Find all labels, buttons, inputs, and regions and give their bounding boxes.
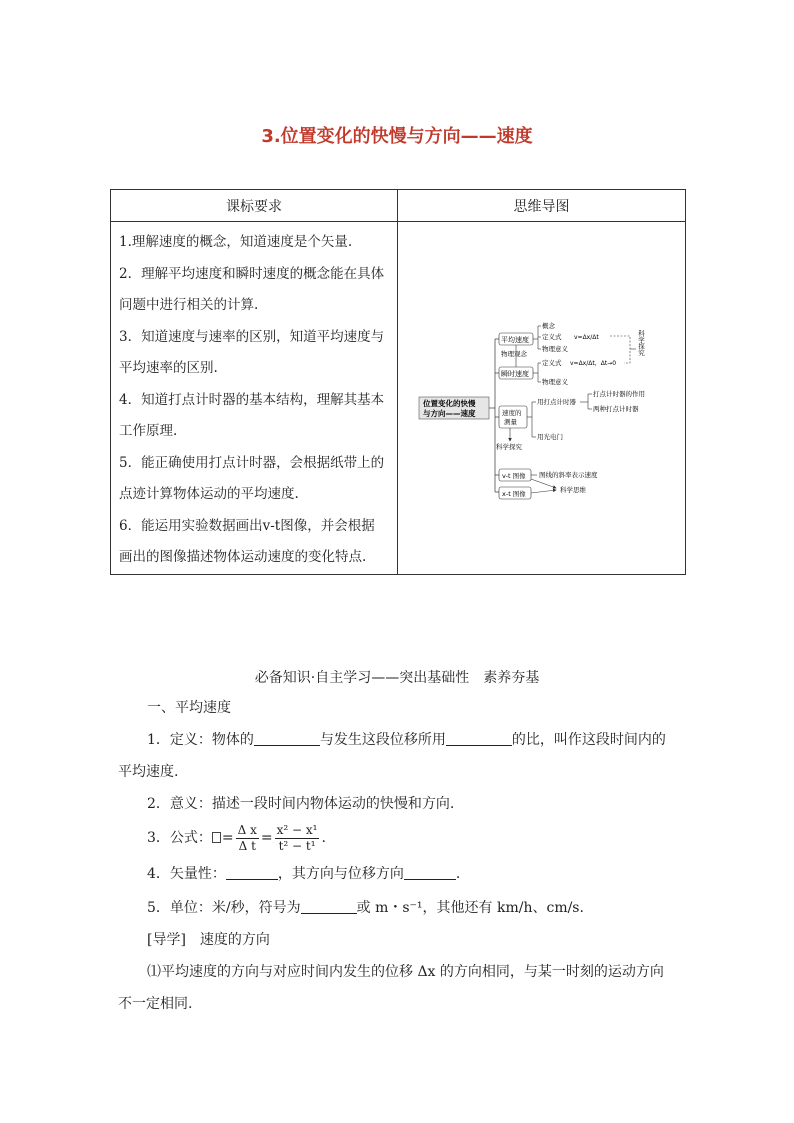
mindmap-timer-role: 打点计时器的作用 — [593, 389, 645, 398]
note-line-2: 不一定相同. — [118, 996, 193, 1012]
fraction-delta: $\frac{\text{Δ x}}{\text{Δ t}}$ — [237, 822, 257, 853]
blank-unit-symbol[interactable] — [301, 899, 357, 914]
requirements-cell — [111, 222, 398, 575]
mindmap-speed-measure-line2: 测量 — [504, 417, 517, 426]
mind-map-diagram — [398, 227, 686, 569]
subheading-average-speed: 一、平均速度 — [147, 700, 231, 716]
mindmap-photo-gate: 用光电门 — [537, 432, 563, 441]
mindmap-sci-inquiry-vertical: 科学探究 — [637, 329, 645, 356]
guide-line: [导学] 速度的方向 — [147, 932, 270, 948]
blank-displacement[interactable] — [254, 731, 320, 746]
requirement-line: 画出的图像描述物体运动速度的变化特点. — [119, 549, 367, 565]
requirement-line: 1.理解速度的概念，知道速度是个矢量. — [119, 234, 353, 250]
section-heading: 必备知识·自主学习——突出基础性 素养夯基 — [254, 670, 540, 686]
fraction-difference: $\frac{\text{x² − x¹}}{\text{t² − t¹}}$ — [276, 822, 318, 853]
requirement-line: 问题中进行相关的计算. — [119, 297, 259, 313]
note-line-1: ⑴平均速度的方向与对应时间内发生的位移 Δx 的方向相同，与某一时刻的运动方向 — [147, 964, 664, 980]
requirement-line: 4．知道打点计时器的基本结构，理解其基本 — [119, 391, 385, 408]
mindmap-formula1: v=Δx/Δt — [574, 333, 599, 341]
requirements-list — [119, 227, 391, 574]
blank-time[interactable] — [446, 731, 512, 746]
mindmap-inst-speed: 瞬时速度 — [501, 369, 529, 378]
formula-line: 3．公式： = $\frac{\text{Δ x}}{\text{Δ t}}$ = $\frac{\text{x² − x¹}}{\text{t² − t¹}}$ . — [147, 822, 326, 853]
mindmap-vt-graph: v-t 图像 — [502, 471, 526, 480]
definition-line-2: 平均速度. — [118, 764, 179, 780]
mindmap-two-timers: 两种打点计时器 — [593, 404, 639, 413]
requirements-table — [110, 189, 686, 575]
mindmap-use-timer: 用打点计时器 — [537, 397, 576, 406]
mindmap-avg-speed: 平均速度 — [501, 335, 529, 344]
mindmap-xt-graph: x-t 图像 — [502, 489, 526, 498]
definition-line: 1．定义：物体的 与发生这段位移所用 的比，叫作这段时间内的 — [147, 732, 666, 748]
mindmap-slope-note: 图线的斜率表示速度 — [539, 470, 598, 479]
mindmap-definition2: 定义式 — [542, 358, 562, 367]
unit-line: 5．单位：米/秒，符号为 或 m・s⁻¹，其他还有 km/h、cm/s. — [147, 900, 584, 916]
page-title: 3.位置变化的快慢与方向——速度 — [261, 126, 533, 147]
mindmap-formula2: v=Δx/Δt，Δt→0 — [570, 359, 617, 367]
mindmap-definition1: 定义式 — [542, 332, 562, 341]
blank-direction[interactable] — [404, 865, 456, 880]
mindmap-physics-concept: 物理观念 — [501, 349, 527, 358]
blank-vector[interactable] — [226, 865, 278, 880]
requirement-line: 3．知道速度与速率的区别，知道平均速度与 — [119, 328, 385, 345]
meaning-line: 2．意义：描述一段时间内物体运动的快慢和方向. — [147, 796, 455, 812]
mindmap-root-line1: 位置变化的快慢 — [423, 398, 476, 408]
requirement-line: 2．理解平均速度和瞬时速度的概念能在具体 — [119, 265, 385, 282]
v-bar-symbol — [212, 832, 221, 843]
requirement-line: 点迹计算物体运动的平均速度. — [119, 486, 299, 502]
requirement-line: 平均速率的区别. — [119, 360, 218, 376]
mindmap-concept: 概念 — [542, 321, 555, 330]
mindmap-sci-inquiry: 科学探究 — [496, 442, 522, 451]
mindmap-speed-measure-line1: 速度的 — [502, 408, 522, 417]
header-mindmap: 思维导图 — [398, 190, 686, 222]
mindmap-sci-thinking: 科学思维 — [560, 485, 586, 494]
vector-line: 4．矢量性： ，其方向与位移方向 . — [147, 866, 461, 882]
mindmap-cell — [398, 222, 686, 575]
requirement-line: 6．能运用实验数据画出v-t图像，并会根据 — [119, 517, 375, 534]
requirement-line: 工作原理. — [119, 423, 178, 439]
header-requirements: 课标要求 — [111, 190, 398, 222]
mindmap-meaning1: 物理意义 — [542, 344, 568, 353]
requirement-line: 5．能正确使用打点计时器，会根据纸带上的 — [119, 454, 385, 471]
mindmap-meaning2: 物理意义 — [542, 377, 568, 386]
mindmap-root-line2: 与方向——速度 — [423, 408, 476, 418]
